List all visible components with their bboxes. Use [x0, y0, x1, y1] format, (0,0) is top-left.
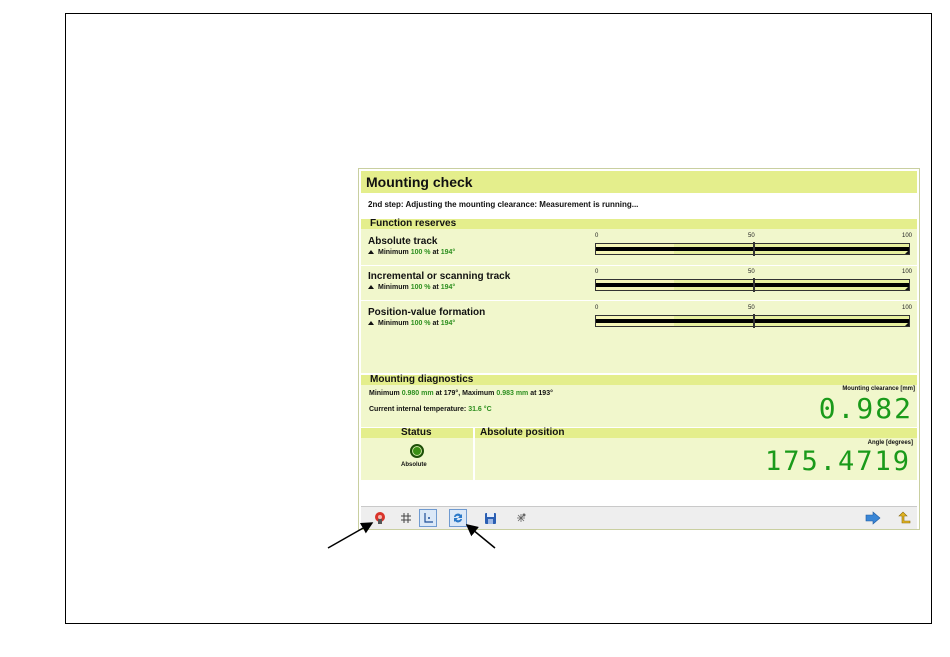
reserve-row-minimum: Minimum 100 % at 194°: [368, 320, 455, 327]
angle-caption: Angle [degrees]: [867, 440, 913, 446]
window-title: Mounting check: [366, 174, 473, 190]
arrow-to-refresh: [467, 525, 495, 548]
temperature-line: Current internal temperature: 31.6 °C: [369, 406, 492, 413]
clearance-readout: 0.982: [818, 392, 913, 425]
mounting-diagnostics-heading: Mounting diagnostics: [370, 374, 474, 385]
reserve-row-minimum: Minimum 100 % at 194°: [368, 284, 455, 291]
status-heading: Status: [401, 427, 432, 438]
reserve-bar: 0 50 100: [595, 277, 910, 291]
clearance-caption: Mounting clearance [mm]: [842, 386, 915, 392]
reserve-bar: 0 50 100: [595, 313, 910, 327]
reserve-bar: 0 50 100: [595, 241, 910, 255]
reserve-row-minimum: Minimum 100 % at 194°: [368, 249, 455, 256]
step-text: 2nd step: Adjusting the mounting clearance: Measurement is running...: [368, 200, 639, 209]
absolute-position-heading: Absolute position: [480, 427, 565, 438]
arrow-to-magnet: [328, 523, 372, 548]
angle-readout: 175.4719: [764, 446, 911, 477]
status-led-label: Absolute: [401, 462, 427, 468]
reserve-row-label: Absolute track: [368, 236, 438, 247]
clearance-min-max: Minimum 0.980 mm at 179°, Maximum 0.983 mm at 193°: [369, 390, 553, 397]
reserve-row-label: Position-value formation: [368, 307, 486, 318]
reserve-row-label: Incremental or scanning track: [368, 271, 511, 282]
function-reserves-heading: Function reserves: [370, 218, 457, 229]
